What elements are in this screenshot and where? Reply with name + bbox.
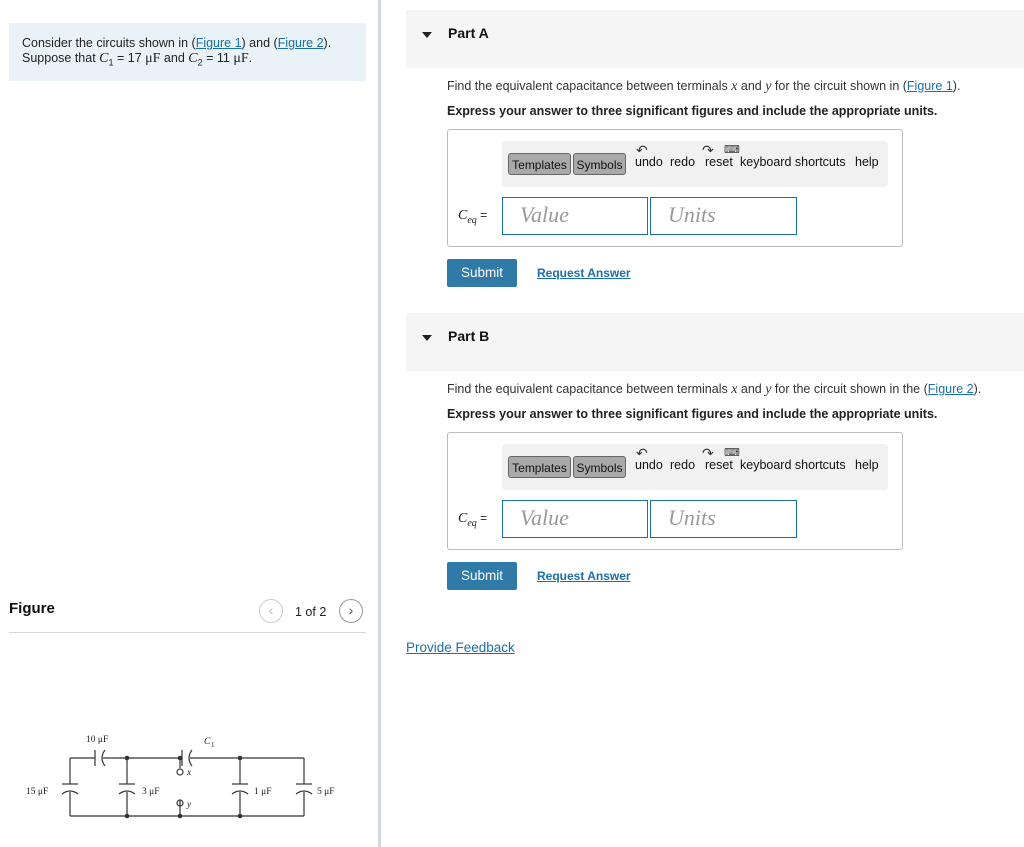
provide-feedback-link[interactable]: Provide Feedback — [406, 640, 515, 655]
label-x-terminal: x — [187, 768, 192, 778]
figure-counter: 1 of 2 — [295, 605, 327, 619]
math-toolbar — [502, 444, 888, 490]
part-b-request-answer-link[interactable]: Request Answer — [537, 569, 631, 583]
redo-button[interactable]: redo — [670, 155, 696, 169]
keyboard-shortcuts-button[interactable]: keyboard shortcuts — [740, 458, 846, 472]
terminal-y: y — [765, 382, 772, 397]
keyboard-shortcuts-button[interactable]: keyboard shortcuts — [740, 155, 846, 169]
reset-button[interactable]: reset — [705, 458, 733, 472]
ceq-symbol: C — [458, 511, 468, 526]
part-b-answer-box — [447, 432, 903, 550]
collapse-arrow-icon[interactable] — [422, 32, 432, 38]
circuit-diagram — [20, 728, 360, 828]
problem-statement — [9, 23, 366, 81]
value-input[interactable]: Value — [502, 500, 648, 538]
question-text: ). — [973, 382, 982, 396]
label-10uf: 10 μF — [86, 735, 109, 745]
previous-figure-button[interactable]: ‹ — [259, 599, 283, 623]
ceq-equals: = — [476, 511, 488, 525]
part-b-header[interactable] — [406, 313, 1024, 371]
undo-button[interactable]: undo — [635, 458, 663, 472]
ceq-label — [458, 206, 487, 226]
problem-text: and — [160, 51, 189, 65]
part-a-figure-link[interactable]: Figure 1 — [906, 79, 953, 93]
label-1uf: 1 μF — [254, 787, 272, 797]
part-a-submit-button[interactable]: Submit — [447, 259, 517, 287]
keyboard-icon: ⌨ — [724, 447, 740, 459]
help-button[interactable]: help — [855, 155, 879, 169]
part-b-question — [447, 382, 981, 398]
part-a-question — [447, 79, 960, 95]
ceq-equals: = — [476, 208, 488, 222]
help-button[interactable]: help — [855, 458, 879, 472]
label-3uf: 3 μF — [142, 787, 160, 797]
symbols-button[interactable]: Symbols — [573, 153, 626, 175]
redo-icon[interactable]: ↷ — [702, 142, 714, 158]
redo-button[interactable]: redo — [670, 458, 696, 472]
undo-icon[interactable]: ↶ — [636, 142, 648, 158]
label-c1-sub: 1 — [211, 741, 215, 749]
terminal-y: y — [765, 79, 772, 94]
ceq-symbol: C — [458, 208, 468, 223]
undo-button[interactable]: undo — [635, 155, 663, 169]
ceq-label — [458, 509, 487, 529]
terminal-x: x — [731, 79, 738, 94]
keyboard-icon: ⌨ — [724, 144, 740, 156]
problem-text: . — [248, 51, 253, 65]
symbols-button[interactable]: Symbols — [573, 456, 626, 478]
problem-line-2 — [22, 51, 366, 71]
c1-symbol: C — [99, 51, 109, 66]
c2-unit: μF — [233, 51, 249, 66]
part-a-request-answer-link[interactable]: Request Answer — [537, 266, 631, 280]
ceq-subscript: eq — [467, 517, 477, 529]
next-figure-button[interactable]: › — [339, 599, 363, 623]
undo-icon[interactable]: ↶ — [636, 445, 648, 461]
part-b-submit-button[interactable]: Submit — [447, 562, 517, 590]
question-text: and — [737, 382, 766, 396]
terminal-x: x — [731, 382, 738, 397]
figure-header — [9, 598, 366, 633]
label-y-terminal: y — [187, 800, 192, 810]
part-a-header[interactable] — [406, 10, 1024, 68]
problem-text: ) and ( — [241, 36, 278, 50]
question-text: Find the equivalent capacitance between terminals — [447, 79, 732, 93]
part-a-title: Part A — [448, 25, 489, 41]
figure-1-link[interactable]: Figure 1 — [195, 36, 242, 50]
reset-button[interactable]: reset — [705, 155, 733, 169]
part-b-instruction: Express your answer to three significant figures and include the appropriate units. — [447, 407, 938, 421]
label-5uf: 5 μF — [317, 787, 335, 797]
c2-value: = 11 — [202, 51, 234, 65]
c1-subscript: 1 — [108, 57, 114, 68]
figure-title: Figure — [9, 600, 55, 617]
problem-text: Consider the circuits shown in ( — [22, 36, 196, 50]
c1-value: = 17 — [113, 51, 146, 65]
question-text: for the circuit shown in the ( — [771, 382, 928, 396]
part-b-figure-link[interactable]: Figure 2 — [927, 382, 974, 396]
question-text: ). — [952, 79, 961, 93]
question-text: Find the equivalent capacitance between terminals — [447, 382, 732, 396]
problem-text: ). — [323, 36, 332, 50]
label-c1: C — [204, 737, 211, 747]
question-text: and — [737, 79, 766, 93]
templates-button[interactable]: Templates — [508, 456, 571, 478]
question-text: for the circuit shown in ( — [771, 79, 907, 93]
templates-button[interactable]: Templates — [508, 153, 571, 175]
problem-text: Suppose that — [22, 51, 100, 65]
units-input[interactable]: Units — [650, 500, 797, 538]
units-input[interactable]: Units — [650, 197, 797, 235]
left-panel — [0, 0, 378, 847]
problem-line-1 — [22, 36, 366, 51]
part-a-instruction: Express your answer to three significant figures and include the appropriate units. — [447, 104, 938, 118]
panel-divider — [378, 0, 381, 847]
value-input[interactable]: Value — [502, 197, 648, 235]
c2-subscript: 2 — [197, 57, 203, 68]
part-b-title: Part B — [448, 328, 490, 344]
c2-symbol: C — [188, 51, 198, 66]
label-15uf: 15 μF — [26, 787, 49, 797]
collapse-arrow-icon[interactable] — [422, 335, 432, 341]
part-a-answer-box — [447, 129, 903, 247]
ceq-subscript: eq — [467, 214, 477, 226]
c1-unit: μF — [145, 51, 161, 66]
redo-icon[interactable]: ↷ — [702, 445, 714, 461]
figure-2-link[interactable]: Figure 2 — [277, 36, 324, 50]
math-toolbar — [502, 141, 888, 187]
